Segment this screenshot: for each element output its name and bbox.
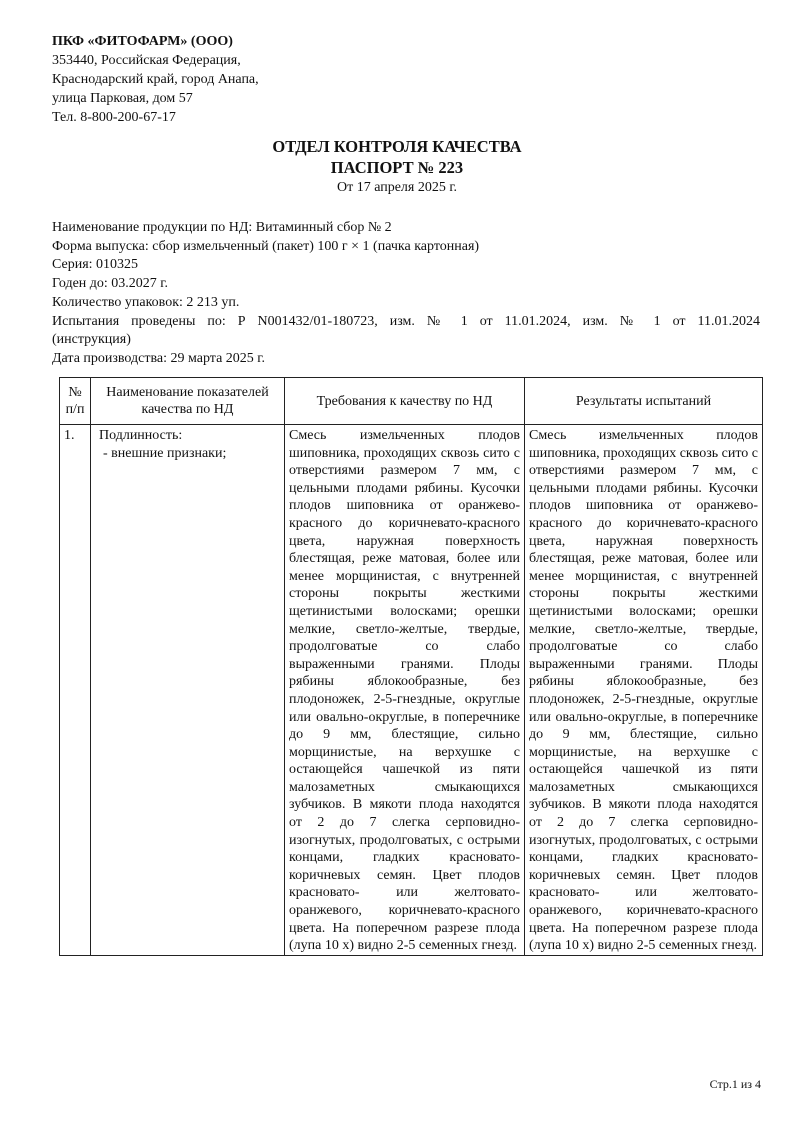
product-name: Наименование продукции по НД: Витаминный сбор № 2 [52, 220, 392, 235]
address-line-3: улица Парковая, дом 57 [52, 91, 193, 106]
table-header-row [60, 378, 763, 425]
address-line-2: Краснодарский край, город Анапа, [52, 72, 259, 87]
quality-table [59, 377, 763, 956]
series: Серия: 010325 [52, 257, 139, 273]
header-results: Результаты испытаний [525, 378, 763, 425]
page-number: Стр.1 из 4 [709, 1077, 761, 1091]
company-name: ПКФ «ФИТОФАРМ» (ООО) [52, 34, 233, 49]
tests-reference: Испытания проведены по: Р N001432/01-180723, изм. № 1 от 11.01.2024, изм. № 1 от 11.01.2024 [52, 313, 760, 329]
package-quantity: Количество упаковок: 2 213 уп. [52, 294, 240, 310]
header-name: Наименование показателей качества по НД [91, 378, 285, 425]
row-requirement: Смесь измельченных плодов шиповника, проходящих сквозь сито с отверстиями размером 7 мм, с цельными плодами рябины. Кусочки плодов шиповника от оранжево-красного до коричневато-красного цвета, наружная поверхность блестящая, реже матовая, более или менее морщинистая, с внутренней стороны покрыты жесткими щетинистыми волосками; орешки мелкие, светло-желтые, твердые, продолговатые со слабо выраженными гранями. Плоды рябины яблокообразные, без плодоножек, 2-5-гнездные, округлые или овально-округлые, в поперечнике до 9 мм, блестящие, сильно морщинистые, на верхушке с остающейся чашечкой из пяти малозаметных смыкающихся зубчиков. В мякоти плода находятся от 2 до 7 слегка серповидно-изогнутых, продолговатых, с острыми концами, гладких красновато-коричневых семян. Цвет плодов красновато- или желтовато-оранжевого, коричневато-красного цвета. На поперечном разрезе плода (лупа 10 х) видно 2-5 семенных гнезд. [285, 425, 525, 956]
address-line-1: 353440, Российская Федерация, [52, 53, 241, 68]
phone: Тел. 8-800-200-67-17 [52, 110, 176, 125]
row-num: 1. [60, 425, 91, 956]
table-row [60, 425, 763, 956]
department-title: ОТДЕЛ КОНТРОЛЯ КАЧЕСТВА [272, 137, 522, 156]
document-titles [0, 136, 794, 197]
product-info [52, 219, 760, 369]
row-subname: - внешние признаки; [103, 445, 227, 461]
row-name: Подлинность: [99, 428, 183, 443]
header-num: № п/п [60, 378, 91, 425]
row-result: Смесь измельченных плодов шиповника, проходящих сквозь сито с отверстиями размером 7 мм, с цельными плодами рябины. Кусочки плодов шиповника от оранжево-красного до коричневато-красного цвета, наружная поверхность блестящая, реже матовая, более или менее морщинистая, с внутренней стороны покрыты жесткими щетинистыми волосками; орешки мелкие, светло-желтые, твердые, продолговатые со слабо выраженными гранями. Плоды рябины яблокообразные, без плодоножек, 2-5-гнездные, округлые или овально-округлые, в поперечнике до 9 мм, блестящие, сильно морщинистые, на верхушке с остающейся чашечкой из пяти малозаметных смыкающихся зубчиков. В мякоти плода находятся от 2 до 7 слегка серповидно-изогнутых, продолговатых, с острыми концами, гладких красновато-коричневых семян. Цвет плодов красновато- или желтовато-оранжевого, коричневато-красного цвета. На поперечном разрезе плода (лупа 10 х) видно 2-5 семенных гнезд. [525, 425, 763, 956]
tests-reference-note: (инструкция) [52, 332, 131, 348]
row-name-cell [91, 425, 285, 956]
company-header [52, 32, 259, 127]
production-date: Дата производства: 29 марта 2025 г. [52, 350, 265, 366]
expiry-date: Годен до: 03.2027 г. [52, 276, 168, 292]
passport-title: ПАСПОРТ № 223 [330, 158, 464, 177]
passport-date: От 17 апреля 2025 г. [336, 180, 458, 195]
release-form: Форма выпуска: сбор измельченный (пакет) 100 г × 1 (пачка картонная) [52, 238, 480, 254]
header-requirements: Требования к качеству по НД [285, 378, 525, 425]
